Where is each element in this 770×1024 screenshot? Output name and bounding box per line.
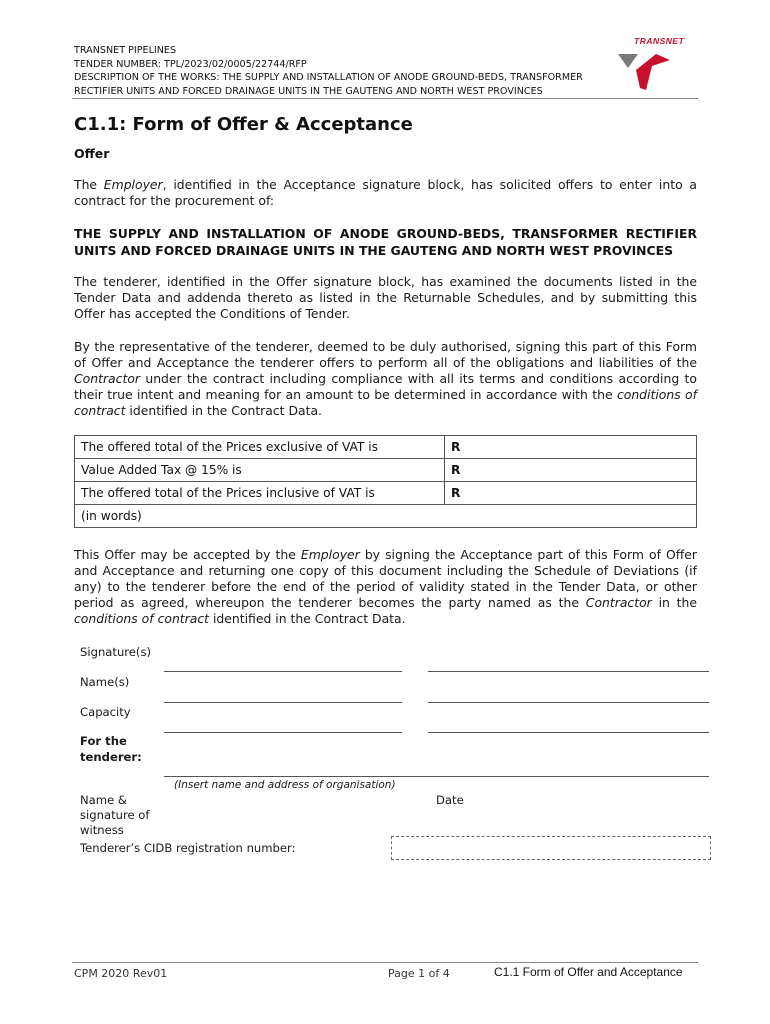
signature-line-1[interactable] (164, 671, 402, 672)
cidb-number-field[interactable] (391, 836, 711, 860)
page-title: C1.1: Form of Offer & Acceptance (74, 114, 413, 135)
table-row (75, 436, 697, 459)
date-label: Date (436, 793, 464, 807)
price-label: The offered total of the Prices exclusive of VAT is (75, 436, 445, 459)
price-value-field[interactable]: R (445, 436, 697, 459)
footer-page-number: Page 1 of 4 (388, 967, 450, 980)
table-row (75, 459, 697, 482)
header-description-line2: RECTIFIER UNITS AND FORCED DRAINAGE UNITS IN THE GAUTENG AND NORTH WEST PROVINCES (74, 85, 543, 97)
paragraph-solicitation: The Employer, identified in the Acceptance signature block, has solicited offers to enter into a contract for the procurement of: (74, 177, 698, 208)
paragraph-offer-terms: By the representative of the tenderer, deemed to be duly authorised, signing this part of this Form of Offer and Acceptance the tenderer offers to perform all of the obligations and liabilities of the Contractor under the contract including compliance with all its terms and conditions according to their true intent and meaning for an amount to be determined in accordance with the conditions of contract identified in the Contract Data. (74, 339, 697, 418)
header-description-line1: DESCRIPTION OF THE WORKS: THE SUPPLY AND INSTALLATION OF ANODE GROUND-BEDS, TRANSFORMER (74, 72, 583, 83)
witness-label: Name & signature of witness (80, 793, 150, 837)
footer-document-name: C1.1 Form of Offer and Acceptance (494, 965, 683, 979)
prices-table (74, 435, 697, 528)
header-company: TRANSNET PIPELINES (74, 45, 177, 56)
price-label: Value Added Tax @ 15% is (75, 459, 445, 482)
signatures-label: Signature(s) (80, 645, 152, 659)
for-tenderer-label: For the tenderer: (80, 734, 142, 764)
amount-in-words-field[interactable]: (in words) (75, 505, 697, 528)
transnet-logo-icon (616, 50, 672, 92)
table-row (75, 482, 697, 505)
name-line-2[interactable] (428, 702, 709, 703)
footer-divider (72, 962, 698, 963)
header-divider (72, 98, 698, 99)
works-description: THE SUPPLY AND INSTALLATION OF ANODE GROUND-BEDS, TRANSFORMER RECTIFIER UNITS AND FORCED DRAINAGE UNITS IN THE GAUTENG AND NORTH WEST PROVINCES (74, 226, 697, 258)
table-row (75, 505, 697, 528)
insert-organisation-note: (Insert name and address of organisation) (174, 779, 396, 791)
name-line-1[interactable] (164, 702, 402, 703)
names-label: Name(s) (80, 675, 130, 689)
organisation-line[interactable] (164, 776, 709, 777)
footer-revision: CPM 2020 Rev01 (74, 967, 168, 980)
cidb-label: Tenderer’s CIDB registration number: (80, 841, 296, 855)
paragraph-acceptance-terms: This Offer may be accepted by the Employer by signing the Acceptance part of this Form of Offer and Acceptance and returning one copy of this document including the Schedule of Deviations (if any) to the tenderer before the end of the period of validity stated in the Tender Data, or other period as agreed, whereupon the tenderer becomes the party named as the Contractor in the conditions of contract identified in the Contract Data. (74, 547, 698, 626)
header-tender-number: TENDER NUMBER: TPL/2023/02/0005/22744/RFP (74, 58, 307, 70)
capacity-label: Capacity (80, 705, 131, 719)
section-heading-offer: Offer (74, 146, 110, 161)
price-value-field[interactable]: R (445, 482, 697, 505)
signature-line-2[interactable] (428, 671, 709, 672)
price-value-field[interactable]: R (445, 459, 697, 482)
capacity-line-2[interactable] (428, 732, 709, 733)
document-header (74, 44, 583, 98)
paragraph-examined-documents: The tenderer, identified in the Offer signature block, has examined the documents listed in the Tender Data and addenda thereto as listed in the Returnable Schedules, and by submitting this Offer has accepted the Conditions of Tender. (74, 274, 697, 321)
transnet-logo-text: TRANSNET (634, 36, 685, 46)
capacity-line-1[interactable] (164, 732, 402, 733)
price-label: The offered total of the Prices inclusive of VAT is (75, 482, 445, 505)
